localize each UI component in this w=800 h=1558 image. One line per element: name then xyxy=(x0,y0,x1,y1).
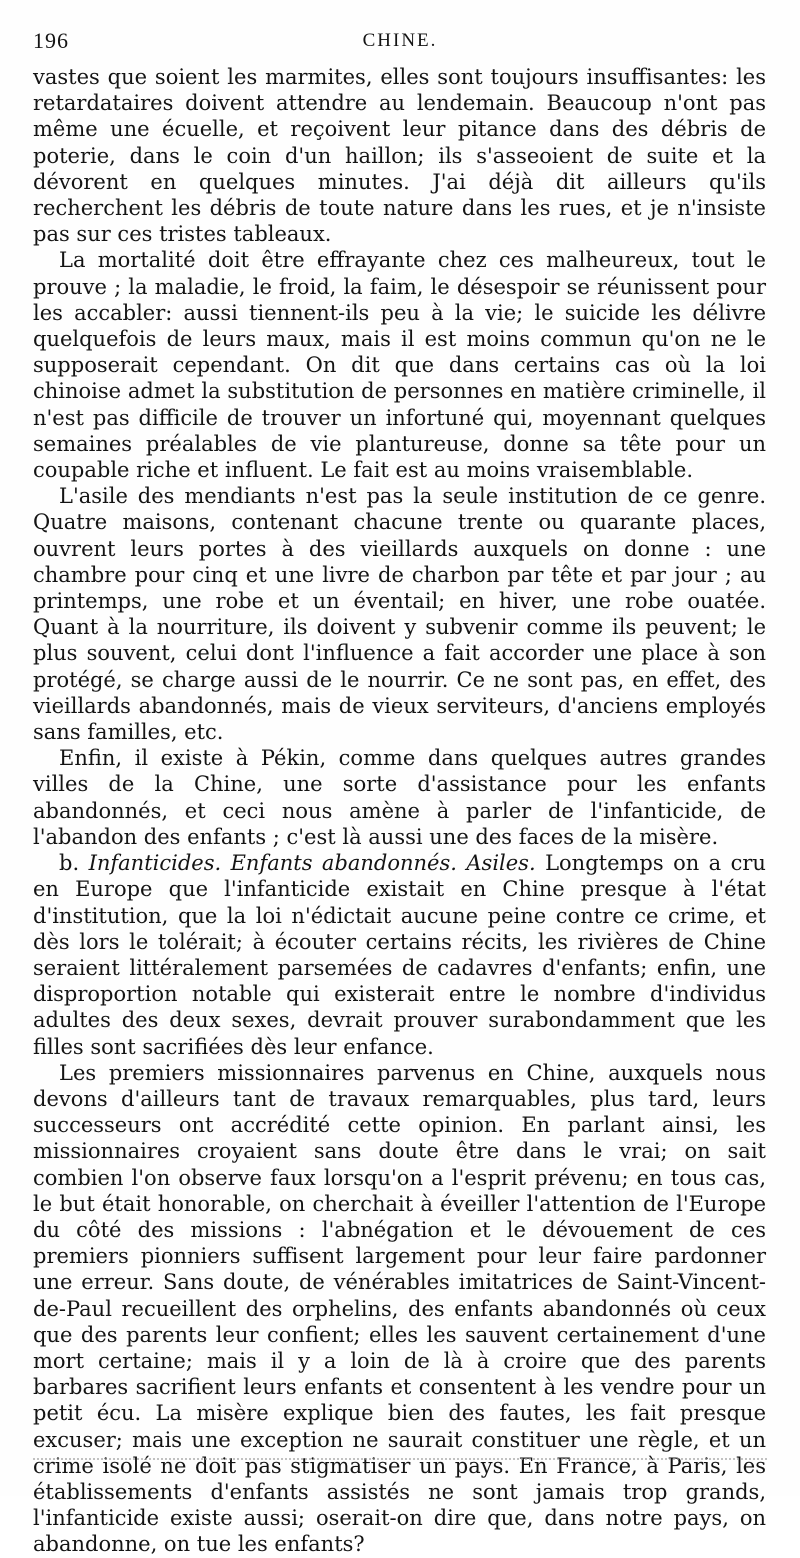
paragraph xyxy=(33,247,766,483)
page-number: 196 xyxy=(33,28,69,53)
paragraph xyxy=(33,483,766,745)
section-heading: Infanticides. Enfants abandonnés. Asiles. xyxy=(88,851,536,876)
paragraph xyxy=(33,1060,766,1558)
paragraph xyxy=(33,745,766,850)
paragraph xyxy=(33,64,766,247)
section-letter: b. xyxy=(59,851,80,876)
paragraph-text: vastes que soient les marmites, elles sont toujours insuffisantes: les retardataires doivent attendre au lendemain. Beaucoup n'ont pas même une écuelle, et reçoivent leur pitance dans des débris de poterie, dans le coin d'un haillon; ils s'asseoient de suite et la dévorent en quelques minutes. J'ai déjà dit ailleurs qu'ils recherchent les débris de toute nature dans les rues, et je n'insiste pas sur ces tristes tableaux. xyxy=(33,65,766,247)
paragraph-text: L'asile des mendiants n'est pas la seule institution de ce genre. Quatre maisons, contenant chacune trente ou quarante places, ouvrent leurs portes à des vieillards auxquels on donne : une chambre pour cinq et une livre de charbon par tête et par jour ; au printemps, une robe et un éventail; en hiver, une robe ouatée. Quant à la nourriture, ils doivent y subvenir comme ils peuvent; le plus souvent, celui dont l'influence a fait accorder une place à son protégé, se charge aussi de le nourrir. Ce ne sont pas, en effet, des vieillards abandonnés, mais de vieux serviteurs, d'anciens employés sans familles, etc. xyxy=(33,484,766,745)
section-paragraph xyxy=(33,850,766,1060)
page-header xyxy=(33,28,767,62)
paragraph-text: Enfin, il existe à Pékin, comme dans quelques autres grandes villes de la Chine, une sorte d'assistance pour les enfants abandonnés, et ceci nous amène à parler de l'infanticide, de l'abandon des enfants ; c'est là aussi une des faces de la misère. xyxy=(33,746,766,849)
body-text xyxy=(33,64,766,1558)
paragraph-text: Les premiers missionnaires parvenus en Chine, auxquels nous devons d'ailleurs tant de travaux remarquables, plus tard, leurs successeurs ont accrédité cette opinion. En parlant ainsi, les missionnaires croyaient sans doute être dans le vrai; on sait combien l'on observe faux lorsqu'on a l'esprit prévenu; en tous cas, le but était honorable, on cherchait à éveiller l'attention de l'Europe du côté des missions : l'abnégation et le dévouement de ces premiers pionniers suffisent largement pour leur faire pardonner une erreur. Sans doute, de vénérables imitatrices de Saint-Vincent-de-Paul recueillent des orphelins, des enfants abandonnés où ceux que des parents leur confient; elles les sauvent certainement d'une mort certaine; mais il y a loin de là à croire que des parents barbares sacrifient leurs enfants et consentent à les vendre pour un petit écu. La misère explique bien des fautes, les fait presque excuser; mais une exception ne saurait constituer une règle, et un crime isolé ne doit pas stigmatiser un pays. En France, à Paris, les établissements d'enfants assistés ne sont jamais trop grands, l'infanticide existe aussi; oserait-on dire que, dans notre pays, on abandonne, on tue les enfants? xyxy=(33,1060,766,1557)
running-title: CHINE. xyxy=(362,30,438,51)
paragraph-text: La mortalité doit être effrayante chez ces malheureux, tout le prouve ; la maladie, le froid, la faim, le désespoir se réunissent pour les accabler: aussi tiennent-ils peu à la vie; le suicide les délivre quelquefois de leurs maux, mais il est moins commun qu'on ne le supposerait cependant. On dit que dans certains cas où la loi chinoise admet la substitution de personnes en matière criminelle, il n'est pas difficile de trouver un infortuné qui, moyennant quelques semaines préalables de vie plantureuse, donne sa tête pour un coupable riche et influent. Le fait est au moins vraisemblable. xyxy=(33,248,766,483)
scan-artifact-divider xyxy=(33,1458,767,1464)
paragraph-text: Longtemps on a cru en Europe que l'infanticide existait en Chine presque à l'état d'institution, que la loi n'édictait aucune peine contre ce crime, et dès lors le tolérait; à écouter certains récits, les rivières de Chine seraient littéralement parsemées de cadavres d'enfants; enfin, une disproportion notable qui existerait entre le nombre d'individus adultes des deux sexes, devrait prouver surabondamment que les filles sont sacrifiées dès leur enfance. xyxy=(33,851,766,1059)
